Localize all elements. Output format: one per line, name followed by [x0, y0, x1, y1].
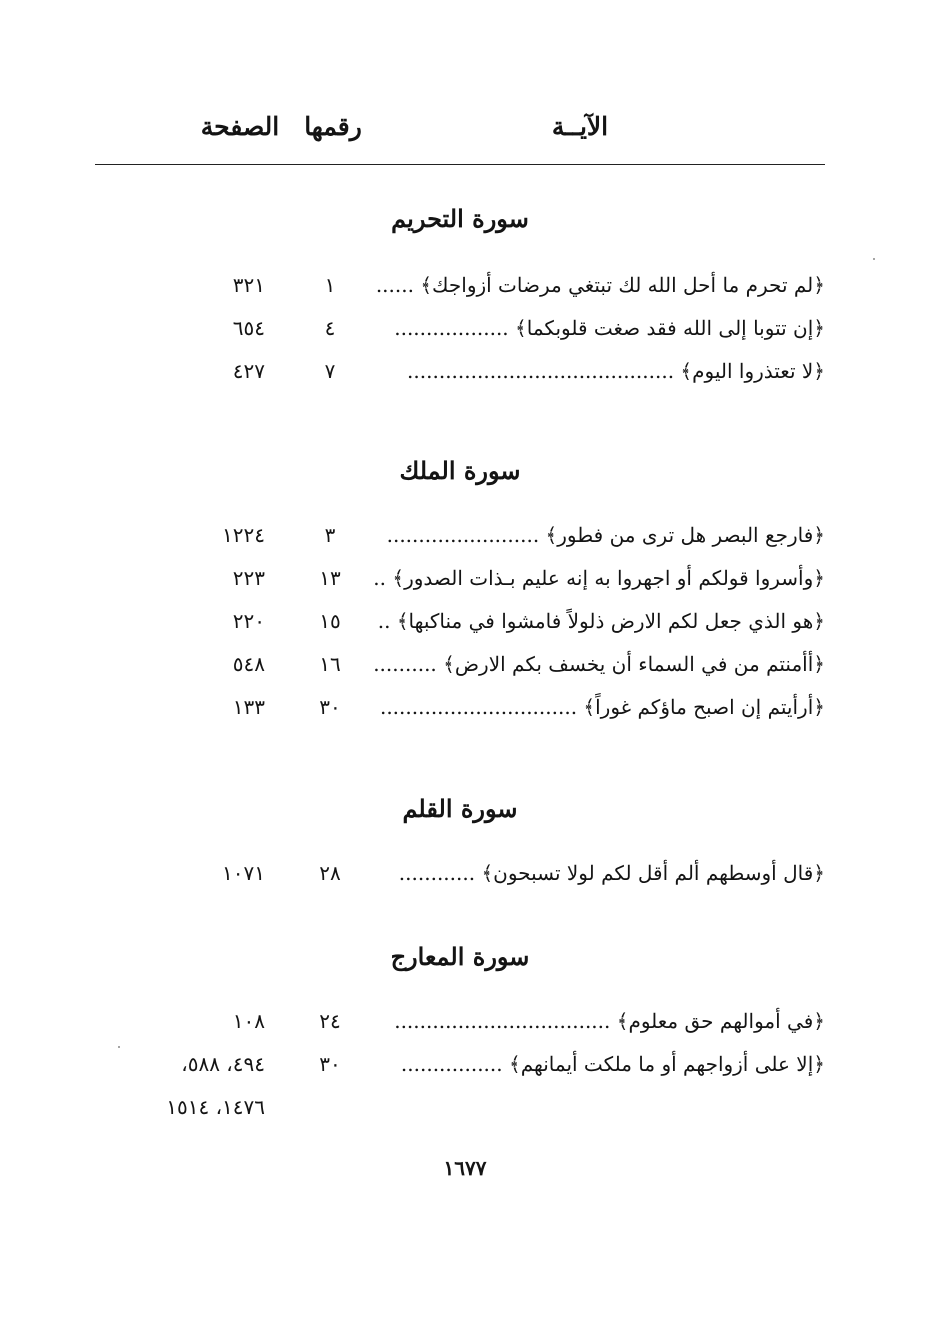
index-row — [95, 311, 825, 345]
page-reference: ١٢٢٤ — [222, 523, 265, 547]
index-row — [95, 518, 825, 552]
surah-title-mulk: سورة الملك — [399, 456, 521, 485]
verse-number: ٢٨ — [319, 861, 341, 885]
index-row — [95, 604, 825, 638]
verse-text: ﴿لا تعتذروا اليوم﴾ .......................................... — [407, 359, 825, 383]
surah-title-maarij: سورة المعارج — [390, 942, 530, 971]
scan-speck — [118, 1046, 120, 1048]
verse-text: ﴿أأمنتم من في السماء أن يخسف بكم الارض﴾ .......... — [373, 652, 825, 676]
verse-number: ٣٠ — [319, 695, 341, 719]
verse-text: ﴿أرأيتم إن اصبح ماؤكم غوراً﴾ ............................... — [379, 695, 825, 719]
verse-text: ﴿فارجع البصر هل ترى من فطور﴾ ........................ — [386, 523, 825, 547]
index-row — [95, 1047, 825, 1081]
header-divider — [95, 164, 825, 165]
page-reference: ١٠٨ — [232, 1009, 265, 1033]
verse-number: ٤ — [324, 316, 336, 340]
index-row — [95, 354, 825, 388]
column-header-number: رقمها — [304, 112, 362, 141]
verse-text: ﴿إلا على أزواجهم أو ما ملكت أيمانهم﴾ ................ — [400, 1052, 825, 1076]
page-reference: ٤٩٤، ٥٨٨، — [181, 1052, 265, 1076]
page-reference: ٣٢١ — [232, 273, 265, 297]
surah-title-qalam: سورة القلم — [402, 794, 518, 823]
page-reference: ١٠٧١ — [222, 861, 265, 885]
page-reference: ٤٢٧ — [232, 359, 265, 383]
page-reference: ١٣٣ — [232, 695, 265, 719]
verse-number: ٧ — [324, 359, 336, 383]
column-header-verse: الآيــة — [551, 112, 609, 141]
index-row — [95, 268, 825, 302]
verse-number: ٣٠ — [319, 1052, 341, 1076]
index-row — [95, 856, 825, 890]
surah-title-tahrim: سورة التحريم — [391, 204, 529, 233]
verse-text: ﴿قال أوسطهم ألم أقل لكم لولا تسبحون﴾ ............ — [398, 861, 825, 885]
index-row — [95, 647, 825, 681]
verse-number: ٣ — [324, 523, 336, 547]
verse-number: ٢٤ — [319, 1009, 341, 1033]
verse-text: ﴿إن تتوبا إلى الله فقد صغت قلوبكما﴾ .................. — [394, 316, 825, 340]
verse-text: ﴿هو الذي جعل لكم الارض ذلولاً فامشوا في مناكبها﴾ .. — [377, 609, 825, 633]
page-reference: ٦٥٤ — [232, 316, 265, 340]
verse-number: ١٥ — [319, 609, 341, 633]
index-row — [95, 690, 825, 724]
scan-speck — [873, 258, 875, 260]
verse-number: ١٦ — [319, 652, 341, 676]
verse-number: ١٣ — [319, 566, 341, 590]
index-row — [95, 1004, 825, 1038]
verse-text: ﴿لم تحرم ما أحل الله لك تبتغي مرضات أزواجك﴾ ...... — [375, 273, 825, 297]
page-reference: ٢٢٠ — [232, 609, 265, 633]
verse-text: ﴿في أموالهم حق معلوم﴾ .................................. — [394, 1009, 825, 1033]
page-reference: ٥٤٨ — [232, 652, 265, 676]
page-reference-continued: ١٤٧٦، ١٥١٤ — [166, 1095, 265, 1119]
verse-text: ﴿وأسروا قولكم أو اجهروا به إنه عليم بـذات الصدور﴾ .. — [373, 566, 825, 590]
index-row — [95, 561, 825, 595]
page-number: ١٦٧٧ — [443, 1156, 487, 1180]
verse-number: ١ — [324, 273, 336, 297]
page-reference: ٢٢٣ — [232, 566, 265, 590]
column-header-page: الصفحة — [200, 112, 280, 141]
